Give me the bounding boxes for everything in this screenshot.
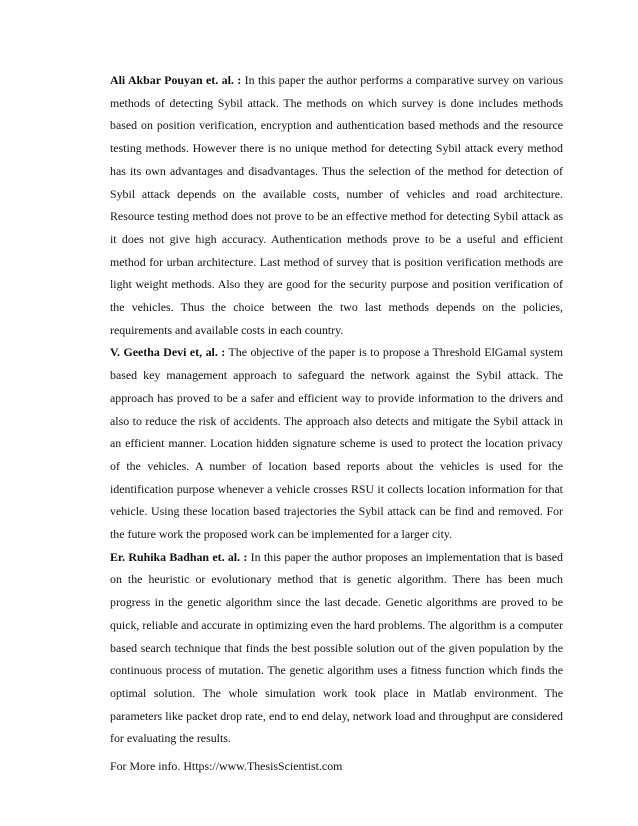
footer-link[interactable]: For More info. Https://www.ThesisScientist.com xyxy=(110,759,343,773)
paragraph-pouyan xyxy=(110,69,563,341)
document-body xyxy=(110,69,563,750)
paragraph-text-geetha-devi: The objective of the paper is to propose a Threshold ElGamal system based key management approach to safeguard the network against the Sybil attack. The approach has proved to be a safer and efficient way to provide information to the drivers and also to reduce the risk of accidents. The approach also detects and mitigate the Sybil attack in an efficient manner. Location hidden signature scheme is used to protect the location privacy of the vehicles. A number of location based reports about the vehicles is used for the identification purpose whenever a vehicle crosses RSU it collects location information for that vehicle. Using these location based trajectories the Sybil attack can be find and removed. For the future work the proposed work can be implemented for a larger city. xyxy=(110,345,563,542)
paragraph-badhan xyxy=(110,546,563,750)
author-citation-badhan: Er. Ruhika Badhan et. al. : xyxy=(110,549,248,564)
paragraph-text-badhan: In this paper the author proposes an implementation that is based on the heuristic or evolutionary method that is genetic algorithm. There has been much progress in the genetic algorithm since the last decade. Genetic algorithms are proved to be quick, reliable and accurate in optimizing even the hard problems. The algorithm is a computer based search technique that finds the best possible solution out of the given population by the continuous process of mutation. The genetic algorithm uses a fitness function which finds the optimal solution. The whole simulation work took place in Matlab environment. The parameters like packet drop rate, end to end delay, network load and throughput are considered for evaluating the results. xyxy=(110,549,563,746)
paragraph-geetha-devi xyxy=(110,341,563,545)
author-citation-pouyan: Ali Akbar Pouyan et. al. : xyxy=(110,73,242,87)
paragraph-text-pouyan: In this paper the author performs a comparative survey on various methods of detecting Sybil attack. The methods on which survey is done includes methods based on position verification, encryption and authentication based methods and the resource testing methods. However there is no unique method for detecting Sybil attack every method has its own advantages and disadvantages. Thus the selection of the method for detection of Sybil attack depends on the available costs, number of vehicles and road architecture. Resource testing method does not prove to be an effective method for detecting Sybil attack as it does not give high accuracy. Authentication methods prove to be a useful and efficient method for urban architecture. Last method of survey that is position verification methods are light weight methods. Also they are good for the security purpose and position verification of the vehicles. Thus the choice between the two last methods depends on the policies, requirements and available costs in each country. xyxy=(110,73,563,337)
author-citation-geetha-devi: V. Geetha Devi et, al. : xyxy=(110,345,226,360)
